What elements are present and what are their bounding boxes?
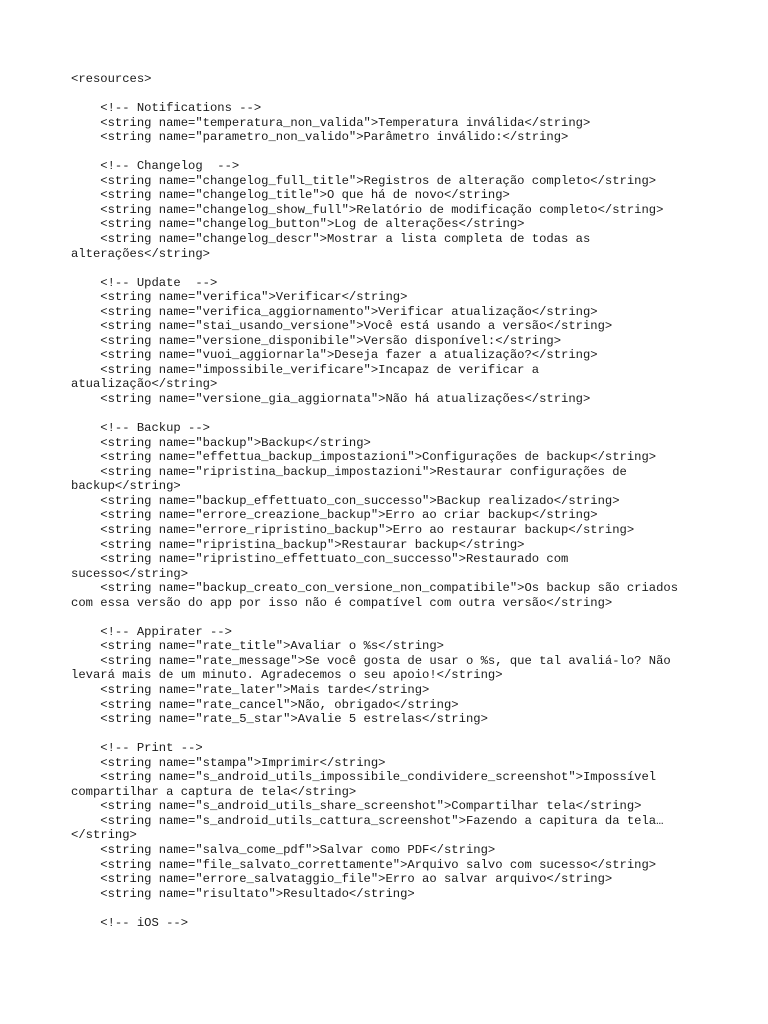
code-line: <!-- Backup --> <box>71 421 210 436</box>
code-line: atualização</string> <box>71 377 218 392</box>
code-line: <string name="impossibile_verificare">Incapaz de verificar a <box>71 362 540 377</box>
code-line: <string name="ripristina_backup_impostazioni">Restaurar configurações de <box>71 464 627 479</box>
code-line: compartilhar a captura de tela</string> <box>71 784 357 799</box>
code-line: </string> <box>71 828 137 843</box>
code-line: <string name="s_android_utils_share_screenshot">Compartilhar tela</string> <box>71 799 642 814</box>
code-line: <string name="errore_creazione_backup">Erro ao criar backup</string> <box>71 508 598 523</box>
code-line: <string name="rate_later">Mais tarde</string> <box>71 682 430 697</box>
code-line: <!-- Appirater --> <box>71 624 232 639</box>
code-line: <!-- Changelog --> <box>71 159 240 174</box>
code-line: <string name="versione_gia_aggiornata">Não há atualizações</string> <box>71 392 591 407</box>
code-line: <string name="verifica_aggiornamento">Verificar atualização</string> <box>71 304 598 319</box>
code-line: <string name="ripristino_effettuato_con_successo">Restaurado com <box>71 552 569 567</box>
code-line: <string name="rate_cancel">Não, obrigado</string> <box>71 697 459 712</box>
code-line: <string name="backup">Backup</string> <box>71 435 371 450</box>
code-line: <!-- Notifications --> <box>71 101 262 116</box>
code-line: <string name="versione_disponibile">Versão disponível:</string> <box>71 333 562 348</box>
code-line: <string name="changelog_button">Log de alterações</string> <box>71 217 525 232</box>
code-line: <string name="file_salvato_correttamente">Arquivo salvo com sucesso</string> <box>71 857 657 872</box>
code-line: <resources> <box>71 72 152 86</box>
code-line: <string name="backup_effettuato_con_successo">Backup realizado</string> <box>71 493 620 508</box>
code-line: <!-- iOS --> <box>71 915 189 930</box>
code-line: <!-- Print --> <box>71 741 203 756</box>
code-line: <string name="backup_creato_con_versione_non_compatibile">Os backup são criados <box>71 581 679 596</box>
code-line: <string name="changelog_show_full">Relatório de modificação completo</string> <box>71 202 664 217</box>
blank-line <box>71 87 711 102</box>
code-line: <string name="stampa">Imprimir</string> <box>71 755 386 770</box>
code-line: <string name="errore_salvataggio_file">Erro ao salvar arquivo</string> <box>71 872 613 887</box>
code-line: <string name="salva_come_pdf">Salvar como PDF</string> <box>71 842 496 857</box>
code-line: <string name="rate_title">Avaliar o %s</string> <box>71 639 444 654</box>
code-line: <string name="changelog_descr">Mostrar a lista completa de todas as <box>71 232 591 247</box>
code-line: <string name="errore_ripristino_backup">Erro ao restaurar backup</string> <box>71 522 635 537</box>
code-line: <string name="effettua_backup_impostazioni">Configurações de backup</string> <box>71 450 657 465</box>
code-line: <string name="stai_usando_versione">Você está usando a versão</string> <box>71 319 613 334</box>
code-line: <string name="temperatura_non_valida">Temperatura inválida</string> <box>71 115 591 130</box>
code-line: sucesso</string> <box>71 566 189 581</box>
code-line: <string name="parametro_non_valido">Parâmetro inválido:</string> <box>71 130 569 145</box>
blank-line <box>71 261 711 276</box>
code-line: <string name="rate_5_star">Avalie 5 estrelas</string> <box>71 712 488 727</box>
blank-line <box>71 610 711 625</box>
code-line: <string name="s_android_utils_impossibile_condividere_screenshot">Impossível <box>71 770 657 785</box>
code-line: <string name="ripristina_backup">Restaurar backup</string> <box>71 537 525 552</box>
blank-line <box>71 407 711 422</box>
code-line: <!-- Update --> <box>71 275 218 290</box>
code-line: levará mais de um minuto. Agradecemos o seu apoio!</string> <box>71 668 503 683</box>
code-line: alterações</string> <box>71 246 210 261</box>
code-line: <string name="verifica">Verificar</string> <box>71 290 408 305</box>
code-line: <string name="risultato">Resultado</string> <box>71 886 415 901</box>
code-line: <string name="s_android_utils_cattura_screenshot">Fazendo a capitura da tela… <box>71 813 664 828</box>
blank-line <box>71 901 711 916</box>
code-line: <string name="vuoi_aggiornarla">Deseja fazer a atualização?</string> <box>71 348 598 363</box>
code-line: com essa versão do app por isso não é compatível com outra versão</string> <box>71 595 613 610</box>
code-line: <string name="rate_message">Se você gosta de usar o %s, que tal avaliá-lo? Não <box>71 653 671 668</box>
blank-line <box>71 727 711 742</box>
blank-line <box>71 145 711 160</box>
xml-code-block <box>71 72 711 930</box>
code-line: backup</string> <box>71 479 181 494</box>
code-line: <string name="changelog_title">O que há de novo</string> <box>71 188 510 203</box>
code-line: <string name="changelog_full_title">Registros de alteração completo</string> <box>71 173 657 188</box>
